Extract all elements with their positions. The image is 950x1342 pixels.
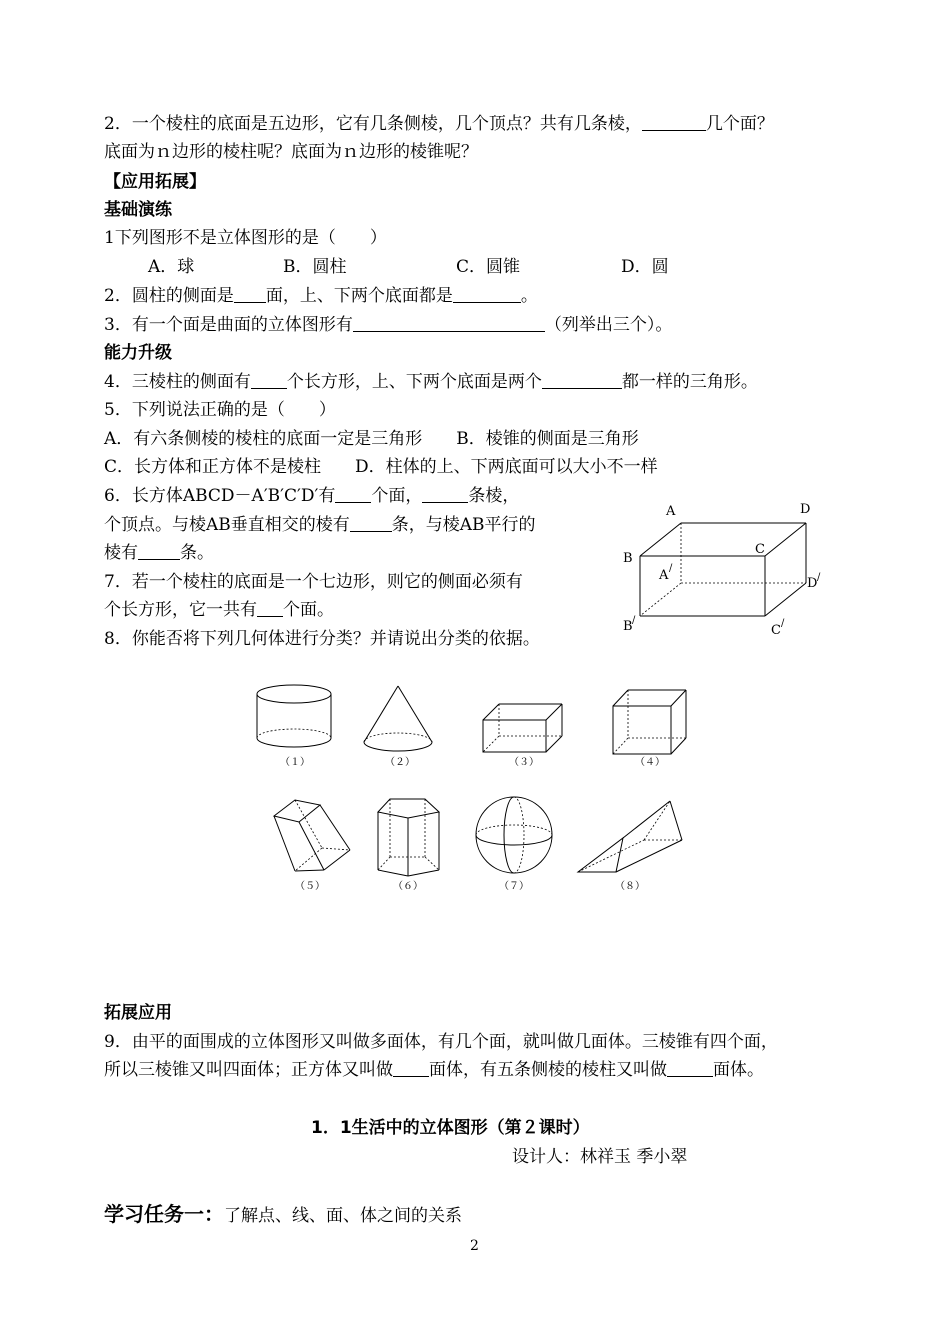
basic-q2: 2．圆柱的侧面是 面，上、下两个底面都是 。 [104, 286, 538, 306]
label-b-prime: B [623, 619, 633, 634]
prime-mark: / [781, 618, 785, 629]
q2-line-1: 2．一个棱柱的底面是五边形，它有几条侧棱，几个顶点？共有几条棱， 几个面？ [104, 114, 774, 134]
label-a: A [666, 504, 676, 519]
lesson-title: 1．1生活中的立体图形（第２课时） [311, 1118, 590, 1138]
ability-q5-stem: 5．下列说法正确的是（ ） [104, 400, 336, 420]
section-basic: 基础演练 [104, 200, 172, 220]
prime-mark: / [817, 572, 821, 583]
blank [667, 1059, 713, 1077]
figure-label: （６） [393, 881, 423, 892]
blank [257, 599, 283, 617]
ability-q6-line-3: 棱有 条。 [104, 543, 214, 563]
option-d: D．圆 [621, 257, 669, 277]
cuboid-shape [483, 704, 562, 752]
cuboid-diagram [615, 495, 835, 645]
ability-q7-line-2: 个长方形，它一共有 个面。 [104, 600, 334, 620]
q2-line-2: 底面为ｎ边形的棱柱呢？底面为ｎ边形的棱锥呢？ [104, 142, 478, 162]
basic-q3: 3．有一个面是曲面的立体图形有 （列举出三个）。 [104, 315, 673, 335]
blank [642, 113, 706, 131]
label-d-prime: D [807, 576, 818, 591]
sphere-shape [476, 797, 552, 873]
figure-label: （７） [499, 881, 529, 892]
prime-mark: / [632, 615, 636, 626]
figure-label: （４） [635, 757, 665, 768]
designer: 设计人：林祥玉 季小翠 [512, 1147, 688, 1167]
basic-q1-stem: 1下列图形不是立体图形的是（ ） [104, 228, 387, 248]
ability-q8: 8．你能否将下列几何体进行分类？并请说出分类的依据。 [104, 629, 540, 649]
blank [234, 285, 266, 303]
learning-task: 学习任务一：了解点、线、面、体之间的关系 [104, 1202, 462, 1226]
label-b: B [623, 551, 633, 566]
section-application: 【应用拓展】 [104, 172, 206, 192]
figure-label: （５） [295, 881, 325, 892]
figure-label: （１） [280, 757, 310, 768]
blank [335, 485, 371, 503]
ability-q5-cd: C．长方体和正方体不是棱柱 D．柱体的上、下两底面可以大小不一样 [104, 457, 658, 477]
figure-label: （２） [385, 757, 415, 768]
blank [251, 371, 287, 389]
figure-label: （８） [615, 881, 645, 892]
option-b: B．圆柱 [283, 257, 347, 277]
solids-figure [240, 680, 710, 900]
ability-q6-line-2: 个顶点。与棱AB垂直相交的棱有 条，与棱AB平行的 [104, 515, 536, 535]
blank [353, 314, 545, 332]
pentagonal-prism-shape [378, 799, 439, 876]
section-ability: 能力升级 [104, 343, 172, 363]
blank [138, 542, 180, 560]
cylinder-shape [257, 685, 331, 747]
label-d: D [800, 502, 811, 517]
figure-label: （３） [509, 757, 539, 768]
label-a-prime: A [659, 568, 669, 583]
oblique-prism-shape [274, 800, 350, 871]
ability-q5-ab: A．有六条侧棱的棱柱的底面一定是三角形 B．棱锥的侧面是三角形 [104, 429, 639, 449]
ability-q6-line-1: 6．长方体ABCD－A′B′C′D′有 个面， 条棱， [104, 486, 520, 506]
blank [453, 285, 521, 303]
cube-shape [613, 690, 686, 754]
label-c-prime: C [771, 623, 781, 638]
prime-mark: / [669, 563, 673, 574]
triangular-prism-shape [578, 801, 682, 872]
cone-shape [364, 686, 432, 751]
ability-q4: 4．三棱柱的侧面有 个长方形，上、下两个底面是两个 都一样的三角形。 [104, 372, 758, 392]
blank [542, 371, 622, 389]
label-c: C [755, 542, 765, 557]
blank [350, 514, 392, 532]
option-c: C．圆锥 [456, 257, 521, 277]
option-a: A．球 [148, 257, 195, 277]
section-extension: 拓展应用 [104, 1003, 172, 1023]
blank [422, 485, 468, 503]
ext-q9-line-1: 9．由平的面围成的立体图形又叫做多面体，有几个面，就叫做几面体。三棱锥有四个面， [104, 1032, 778, 1052]
ext-q9-line-2: 所以三棱锥又叫四面体；正方体又叫做 面体，有五条侧棱的棱柱又叫做 面体。 [104, 1060, 764, 1080]
ability-q7-line-1: 7．若一个棱柱的底面是一个七边形，则它的侧面必须有 [104, 572, 523, 592]
page-number: 2 [470, 1238, 479, 1254]
blank [393, 1059, 429, 1077]
